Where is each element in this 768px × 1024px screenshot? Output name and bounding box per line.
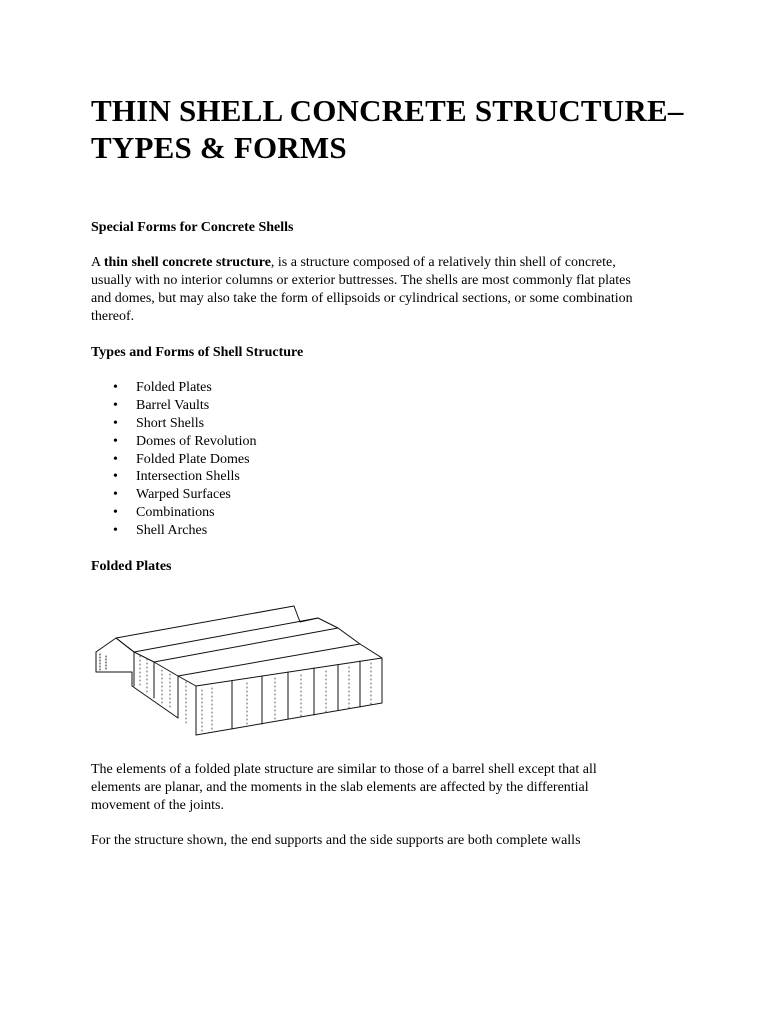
list-item xyxy=(91,522,257,540)
list-item-label: Warped Surfaces xyxy=(136,487,231,503)
list-item xyxy=(91,379,257,397)
intro-term: thin shell concrete structure xyxy=(103,255,271,270)
list-item-label: Short Shells xyxy=(136,415,205,431)
list-item xyxy=(91,504,257,522)
list-item-label: Folded Plate Domes xyxy=(136,451,250,467)
intro-line-2: usually with no interior columns or exterior buttresses. The shells are most commonly flat plates xyxy=(91,273,631,288)
folded-plates-paragraph xyxy=(91,761,681,815)
bullet-icon: • xyxy=(113,451,118,467)
title-line-1: THIN SHELL CONCRETE STRUCTURE– xyxy=(91,93,684,128)
bullet-icon: • xyxy=(113,397,118,413)
section-heading-folded-plates: Folded Plates xyxy=(91,559,172,574)
bullet-icon: • xyxy=(113,487,118,503)
closing-paragraph: For the structure shown, the end supports and the side supports are both complete walls xyxy=(91,833,581,848)
list-item xyxy=(91,433,257,451)
section-heading-special-forms: Special Forms for Concrete Shells xyxy=(91,220,294,235)
folded-plate-structure-illustration xyxy=(92,600,392,745)
intro-line-1-rest: , is a structure composed of a relatively thin shell of concrete, xyxy=(270,255,616,270)
types-list xyxy=(91,379,257,540)
intro-line-4: thereof. xyxy=(91,309,135,324)
list-item xyxy=(91,486,257,504)
list-item-label: Domes of Revolution xyxy=(136,433,257,449)
intro-paragraph xyxy=(91,254,681,326)
bullet-icon: • xyxy=(113,523,118,539)
bullet-icon: • xyxy=(113,469,118,485)
list-item xyxy=(91,468,257,486)
title-line-2: TYPES & FORMS xyxy=(91,130,347,165)
list-item-label: Folded Plates xyxy=(136,380,212,395)
folded-plates-line-2: elements are planar, and the moments in the slab elements are affected by the differential xyxy=(91,780,589,795)
list-item-label: Barrel Vaults xyxy=(136,397,210,413)
intro-line-3: and domes, but may also take the form of ellipsoids or cylindrical sections, or some combination xyxy=(91,291,633,306)
bullet-icon: • xyxy=(113,415,118,431)
bullet-icon: • xyxy=(113,380,118,395)
list-item xyxy=(91,451,257,469)
list-item xyxy=(91,415,257,433)
bullet-icon: • xyxy=(113,433,118,449)
page-title xyxy=(91,92,711,166)
list-item xyxy=(91,397,257,415)
folded-plates-line-1: The elements of a folded plate structure are similar to those of a barrel shell except that all xyxy=(91,762,597,777)
list-item-label: Shell Arches xyxy=(136,523,208,539)
bullet-icon: • xyxy=(113,505,118,521)
folded-plates-line-3: movement of the joints. xyxy=(91,798,224,813)
list-item-label: Intersection Shells xyxy=(136,469,240,485)
list-item-label: Combinations xyxy=(136,505,215,521)
intro-prefix: A xyxy=(91,255,104,270)
section-heading-types: Types and Forms of Shell Structure xyxy=(91,345,304,360)
